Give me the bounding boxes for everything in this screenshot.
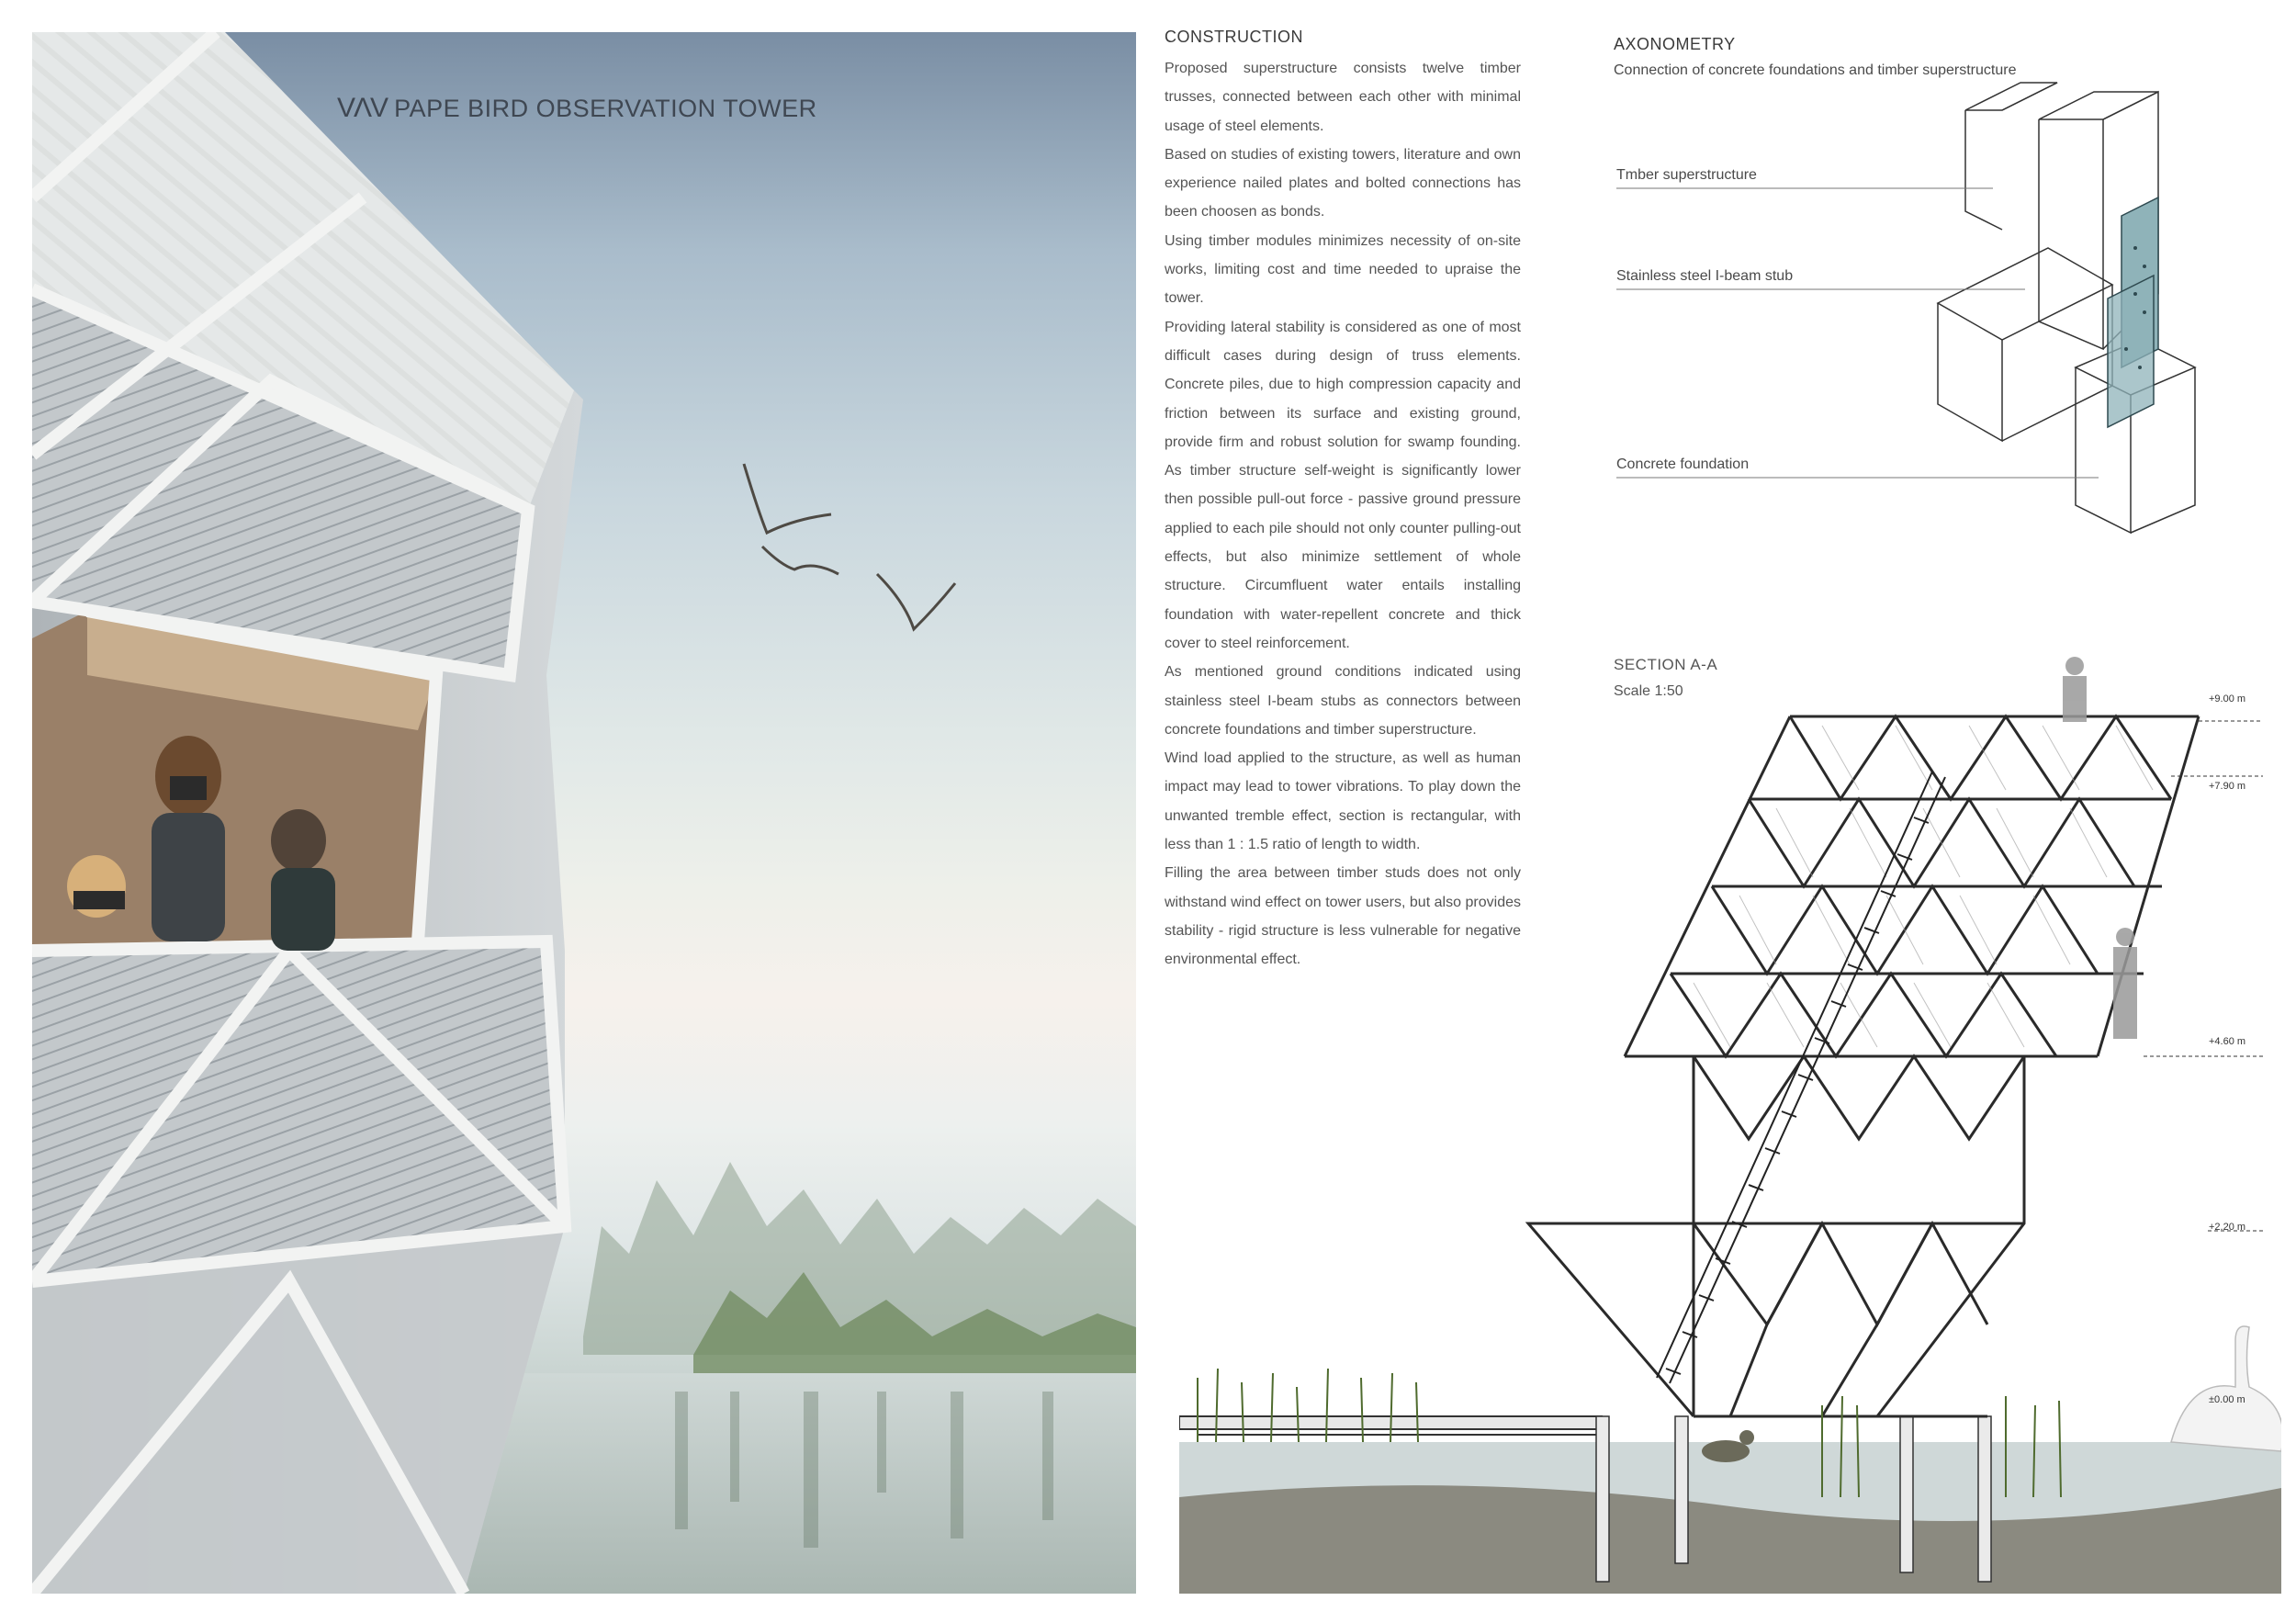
stairs <box>1657 772 1945 1383</box>
level-label-4-6: +4.60 m <box>2209 1036 2246 1047</box>
section-heading: SECTION A-A <box>1614 656 1718 673</box>
construction-paragraph: Proposed superstructure consists twelve timber trusses, connected between each other with minimal usage of steel elements. <box>1165 61 1521 134</box>
axo-label-concrete: Concrete foundation <box>1616 456 1750 472</box>
construction-paragraph: Using timber modules minimizes necessity of on-site works, limiting cost and time needed to upraise the tower. <box>1165 232 1521 307</box>
construction-paragraph: Providing lateral stability is considered as one of most difficult cases during design of truss elements. Concrete piles, due to high compression capacity and friction between its surface and existing ground, provide firm and robust solution for swamp founding. As timber structure self-weight is significantly lower then possible pull-out force - passive ground pressure applied to each pile should not only counter pulling-out effects, but also minimize settlement of whole structure. Circumfluent water entails installing foundation with water-repellent concrete and thick cover to steel reinforcement. <box>1165 319 1521 651</box>
level-label-7-9: +7.90 m <box>2209 781 2246 792</box>
level-label-9: +9.00 m <box>2209 693 2246 704</box>
axonometry-heading: AXONOMETRY <box>1614 35 1736 53</box>
observer-figure-icon <box>2063 657 2137 1039</box>
logo-mark: VΛV <box>337 93 388 123</box>
project-title-text: PAPE BIRD OBSERVATION TOWER <box>394 95 817 122</box>
treeline <box>583 1162 1136 1373</box>
construction-heading: CONSTRUCTION <box>1165 28 1303 46</box>
construction-paragraph: Wind load applied to the structure, as well as human impact may lead to tower vibrations. To play down the unwanted tremble effect, section is rectangular, with less than 1 : 1.5 ratio of length to width. <box>1165 750 1521 853</box>
swan-icon <box>2171 1326 2281 1451</box>
construction-paragraph: Based on studies of existing towers, literature and own experience nailed plates and bolted connections has been choosen as bonds. <box>1165 146 1521 220</box>
axo-label-timber: Tmber superstructure <box>1616 167 1757 183</box>
tower-section-frame <box>1528 716 2199 1416</box>
axonometry-diagram <box>1598 73 2241 569</box>
hero-render <box>32 32 1136 1594</box>
construction-paragraph: As mentioned ground conditions indicated using stainless steel I-beam stubs as connectors between concrete foundations and timber superstructure. <box>1165 664 1521 738</box>
tower-render-illustration <box>32 32 1136 1594</box>
section-scale: Scale 1:50 <box>1614 683 1683 699</box>
axo-label-steel-stub: Stainless steel I-beam stub <box>1616 268 1794 284</box>
level-markers <box>2144 721 2263 1410</box>
steel-stub <box>2108 197 2158 427</box>
construction-paragraph: Filling the area between timber studs does not only withstand wind effect on tower users, but also provides stability - rigid structure is less vulnerable for negative environmental effect. <box>1165 865 1521 968</box>
bird-icon <box>744 464 955 629</box>
project-title <box>337 93 817 124</box>
level-label-2-2: +2.20 m <box>2209 1222 2246 1233</box>
level-label-0: ±0.00 m <box>2209 1394 2245 1405</box>
axonometry-subtitle: Connection of concrete foundations and timber superstructure <box>1614 62 2017 78</box>
section-drawing <box>1179 643 2281 1598</box>
